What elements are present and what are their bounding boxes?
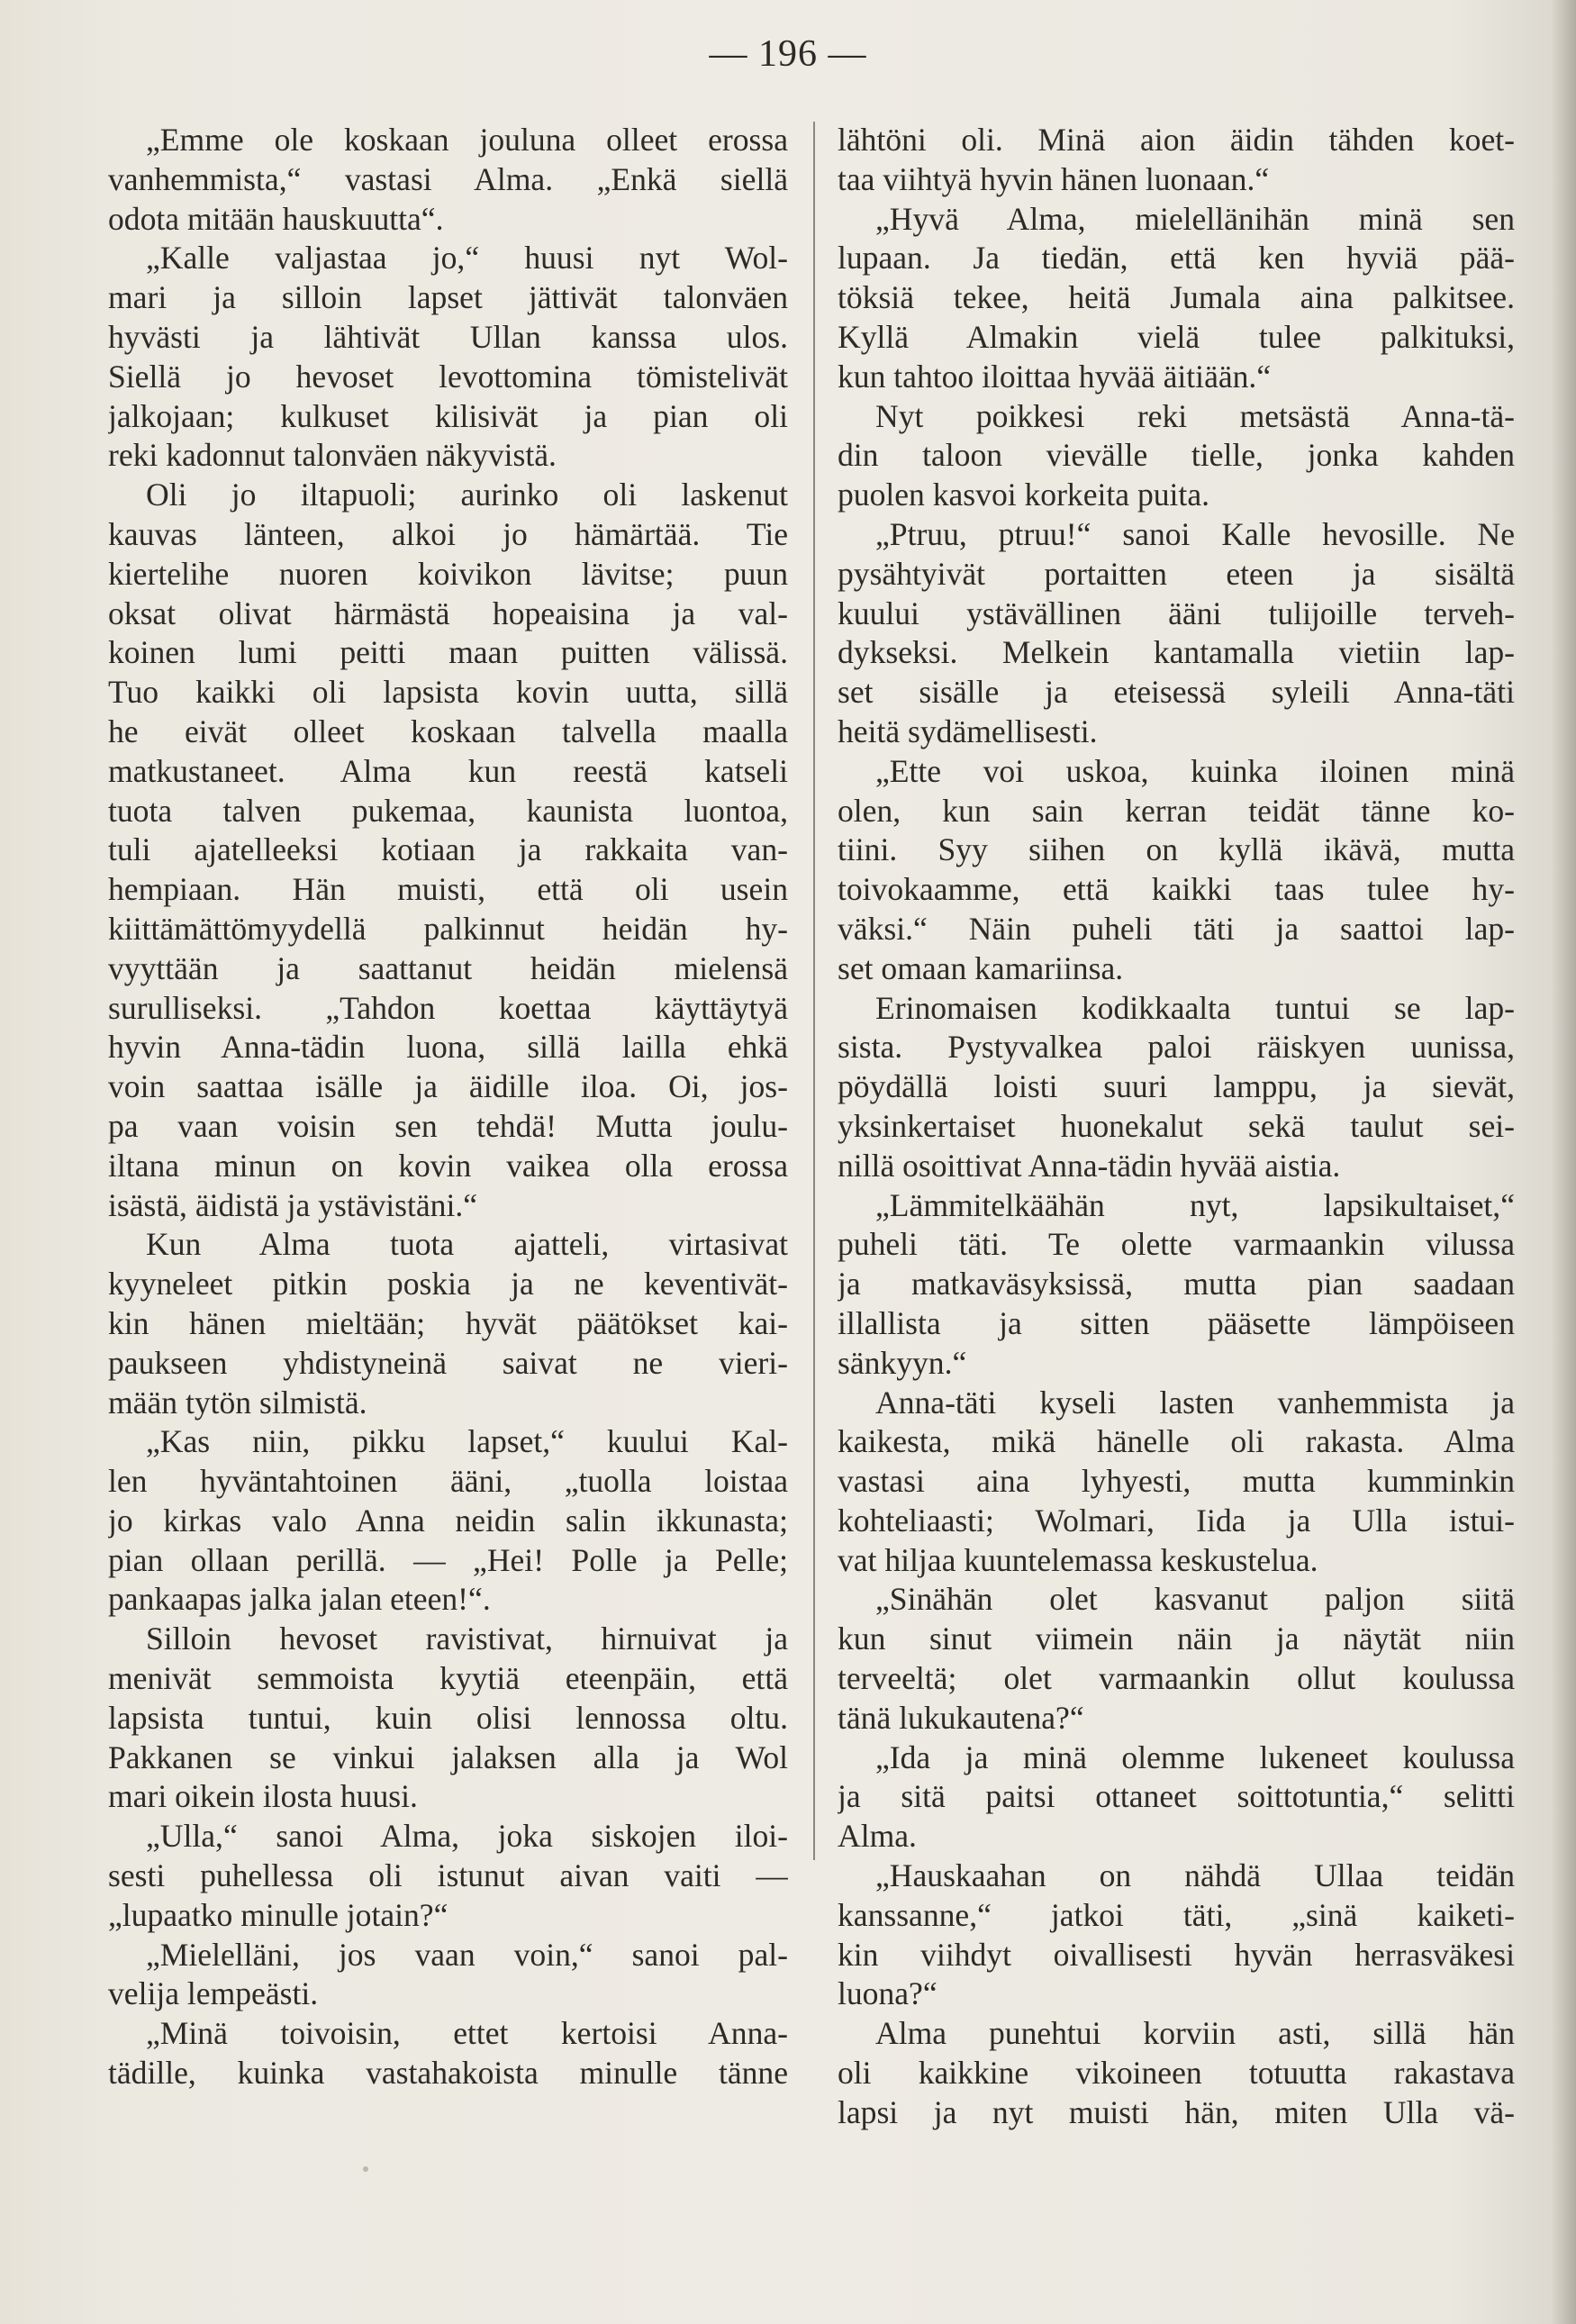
- text-line: nillä osoittivat Anna-tädin hyvää aistia.: [838, 1147, 1341, 1184]
- text-line: „Minä toivoisin, ettet kertoisi Anna-: [146, 2015, 788, 2052]
- text-line: lupaan. Ja tiedän, että ken hyviä pää-: [838, 240, 1515, 277]
- page-number: — 196 —: [709, 33, 867, 75]
- text-line: heitä sydämellisesti.: [838, 713, 1098, 749]
- text-line: reki kadonnut talonväen näkyvistä.: [108, 437, 557, 474]
- text-line: paukseen yhdistyneinä saivat ne vieri-: [108, 1344, 788, 1381]
- text-line: Kun Alma tuota ajatteli, virtasivat: [146, 1226, 788, 1263]
- text-line: tädille, kuinka vastahakoista minulle tänne: [108, 2055, 788, 2092]
- text-line: Erinomaisen kodikkaalta tuntui se lap-: [875, 989, 1515, 1026]
- text-line: hyvästi ja lähtivät Ullan kanssa ulos.: [108, 318, 788, 355]
- text-line: toivokaamme, että kaikki taas tulee hy-: [838, 871, 1515, 908]
- text-line: kanssanne,“ jatkoi täti, „sinä kaiketi-: [838, 1896, 1515, 1933]
- text-line: luona?“: [838, 1975, 937, 2012]
- text-line: set omaan kamariinsa.: [838, 949, 1124, 986]
- text-line: väksi.“ Näin puheli täti ja saattoi lap-: [838, 910, 1515, 947]
- text-line: isästä, äidistä ja ystävistäni.“: [108, 1186, 478, 1223]
- text-line: len hyväntahtoinen ääni, „tuolla loistaa: [108, 1463, 788, 1500]
- text-line: „Hyvä Alma, mielellänihän minä sen: [875, 200, 1515, 237]
- text-line: set sisälle ja eteisessä syleili Anna-täti: [838, 674, 1515, 711]
- text-line: terveeltä; olet varmaankin ollut koulussa: [838, 1660, 1515, 1697]
- text-line: puheli täti. Te olette varmaankin vilussa: [838, 1226, 1515, 1263]
- text-line: din taloon vievälle tielle, jonka kahden: [838, 437, 1515, 474]
- left-text-column: [108, 121, 788, 2093]
- text-line: oli kaikkine vikoineen totuutta rakastava: [838, 2055, 1515, 2092]
- text-line: „Lämmitelkäähän nyt, lapsikultaiset,“: [875, 1186, 1515, 1223]
- text-line: kauvas länteen, alkoi jo hämärtää. Tie: [108, 515, 788, 552]
- text-line: sesti puhellessa oli istunut aivan vaiti —: [108, 1857, 788, 1894]
- text-line: „Ulla,“ sanoi Alma, joka siskojen iloi-: [146, 1818, 788, 1855]
- text-line: tiini. Syy siihen on kyllä ikävä, mutta: [838, 831, 1515, 868]
- text-line: iltana minun on kovin vaikea olla erossa: [108, 1147, 788, 1184]
- text-line: dykseksi. Melkein kantamalla vietiin lap-: [838, 634, 1515, 671]
- text-line: yksinkertaiset huonekalut sekä taulut sei-: [838, 1107, 1515, 1144]
- text-line: tuli ajatelleeksi kotiaan ja rakkaita van-: [108, 831, 788, 868]
- text-line: vyyttään ja saattanut heidän mielensä: [108, 949, 788, 986]
- text-line: sänkyyn.“: [838, 1344, 967, 1381]
- text-line: „Hauskaahan on nähdä Ullaa teidän: [875, 1857, 1515, 1894]
- text-line: kohteliaasti; Wolmari, Iida ja Ulla istui-: [838, 1502, 1515, 1539]
- text-line: kyyneleet pitkin poskia ja ne keventivät-: [108, 1266, 788, 1303]
- text-line: kuului ystävällinen ääni tulijoille terveh-: [838, 595, 1515, 631]
- text-line: ja sitä paitsi ottaneet soittotuntia,“ selitti: [838, 1778, 1515, 1815]
- text-line: oksat olivat härmästä hopeaisina ja val-: [108, 595, 788, 631]
- text-line: jo kirkas valo Anna neidin salin ikkunasta;: [108, 1502, 788, 1539]
- text-line: menivät semmoista kyytiä eteenpäin, että: [108, 1660, 788, 1697]
- text-line: pankaapas jalka jalan eteen!“.: [108, 1581, 491, 1618]
- text-line: vastasi aina lyhyesti, mutta kumminkin: [838, 1463, 1515, 1500]
- text-line: ja matkaväsyksissä, mutta pian saadaan: [838, 1266, 1515, 1303]
- text-line: kiittämättömyydellä palkinnut heidän hy-: [108, 910, 788, 947]
- page-edge-shadow: [1551, 0, 1576, 2324]
- text-line: „Kalle valjastaa jo,“ huusi nyt Wol-: [146, 240, 788, 277]
- text-line: Nyt poikkesi reki metsästä Anna-tä-: [875, 397, 1515, 434]
- text-line: koinen lumi peitti maan puitten välissä.: [108, 634, 788, 671]
- text-line: mari ja silloin lapset jättivät talonväen: [108, 279, 788, 316]
- text-line: Kyllä Almakin vielä tulee palkituksi,: [838, 318, 1515, 355]
- text-line: „lupaatko minulle jotain?“: [108, 1896, 448, 1933]
- text-line: kaikesta, mikä hänelle oli rakasta. Alma: [838, 1423, 1515, 1460]
- text-line: „Emme ole koskaan jouluna olleet erossa: [146, 122, 788, 158]
- text-line: kiertelihe nuoren koivikon lävitse; puun: [108, 555, 788, 592]
- text-line: lähtöni oli. Minä aion äidin tähden koet-: [838, 122, 1515, 158]
- text-line: pian ollaan perillä. — „Hei! Polle ja Pelle;: [108, 1541, 788, 1578]
- text-line: Silloin hevoset ravistivat, hirnuivat ja: [146, 1620, 788, 1657]
- text-line: pa vaan voisin sen tehdä! Mutta joulu-: [108, 1107, 788, 1144]
- text-line: Pakkanen se vinkui jalaksen alla ja Wol: [108, 1738, 788, 1775]
- text-line: mään tytön silmistä.: [108, 1384, 367, 1421]
- text-line: hyvin Anna-tädin luona, sillä lailla ehkä: [108, 1029, 788, 1066]
- text-line: „Ette voi uskoa, kuinka iloinen minä: [875, 752, 1515, 789]
- text-line: kin viihdyt oivallisesti hyvän herrasväkesi: [838, 1936, 1515, 1973]
- text-line: voin saattaa isälle ja äidille iloa. Oi, jos-: [108, 1068, 788, 1105]
- text-line: odota mitään hauskuutta“.: [108, 200, 444, 237]
- text-line: vanhemmista,“ vastasi Alma. „Enkä siellä: [108, 160, 788, 197]
- text-line: sista. Pystyvalkea paloi räiskyen uunissa,: [838, 1029, 1515, 1066]
- text-line: tänä lukukautena?“: [838, 1699, 1084, 1736]
- paper-speck: [363, 2166, 368, 2172]
- text-line: „Ida ja minä olemme lukeneet koulussa: [875, 1738, 1515, 1775]
- text-line: puolen kasvoi korkeita puita.: [838, 477, 1210, 513]
- text-line: hempiaan. Hän muisti, että oli usein: [108, 871, 788, 908]
- text-line: „Mielelläni, jos vaan voin,“ sanoi pal-: [146, 1936, 788, 1973]
- text-line: Oli jo iltapuoli; aurinko oli laskenut: [146, 477, 788, 513]
- text-line: velija lempeästi.: [108, 1975, 319, 2012]
- text-line: illallista ja sitten pääsette lämpöiseen: [838, 1304, 1515, 1341]
- text-line: olen, kun sain kerran teidät tänne ko-: [838, 792, 1515, 829]
- text-line: lapsi ja nyt muisti hän, miten Ulla vä-: [838, 2093, 1515, 2130]
- text-line: pysähtyivät portaitten eteen ja sisältä: [838, 555, 1515, 592]
- text-line: „Kas niin, pikku lapset,“ kuului Kal-: [146, 1423, 788, 1460]
- text-line: Alma.: [838, 1818, 917, 1855]
- text-line: Siellä jo hevoset levottomina tömistelivät: [108, 358, 788, 395]
- text-line: kun sinut viimein näin ja näytät niin: [838, 1620, 1515, 1657]
- text-line: Alma punehtui korviin asti, sillä hän: [875, 2015, 1515, 2052]
- text-line: jalkojaan; kulkuset kilisivät ja pian oli: [108, 397, 788, 434]
- text-line: kun tahtoo iloittaa hyvää äitiään.“: [838, 358, 1272, 395]
- text-line: he eivät olleet koskaan talvella maalla: [108, 713, 788, 749]
- text-line: taa viihtyä hyvin hänen luonaan.“: [838, 160, 1270, 197]
- column-divider: [813, 122, 815, 1860]
- text-line: matkustaneet. Alma kun reestä katseli: [108, 752, 788, 789]
- text-line: Anna-täti kyseli lasten vanhemmista ja: [875, 1384, 1515, 1421]
- right-text-column: [838, 121, 1515, 2133]
- text-line: töksiä tekee, heitä Jumala aina palkitsee.: [838, 279, 1515, 316]
- text-line: „Ptruu, ptruu!“ sanoi Kalle hevosille. Ne: [875, 515, 1515, 552]
- text-line: kin hänen mieltään; hyvät päätökset kai-: [108, 1304, 788, 1341]
- text-line: „Sinähän olet kasvanut paljon siitä: [875, 1581, 1515, 1618]
- text-line: surulliseksi. „Tahdon koettaa käyttäytyä: [108, 989, 788, 1026]
- text-line: mari oikein ilosta huusi.: [108, 1778, 418, 1815]
- text-line: Tuo kaikki oli lapsista kovin uutta, sillä: [108, 674, 788, 711]
- text-line: tuota talven pukemaa, kaunista luontoa,: [108, 792, 788, 829]
- text-line: lapsista tuntui, kuin olisi lennossa oltu.: [108, 1699, 788, 1736]
- text-line: vat hiljaa kuuntelemassa keskustelua.: [838, 1541, 1318, 1578]
- text-line: pöydällä loisti suuri lamppu, ja sievät,: [838, 1068, 1515, 1105]
